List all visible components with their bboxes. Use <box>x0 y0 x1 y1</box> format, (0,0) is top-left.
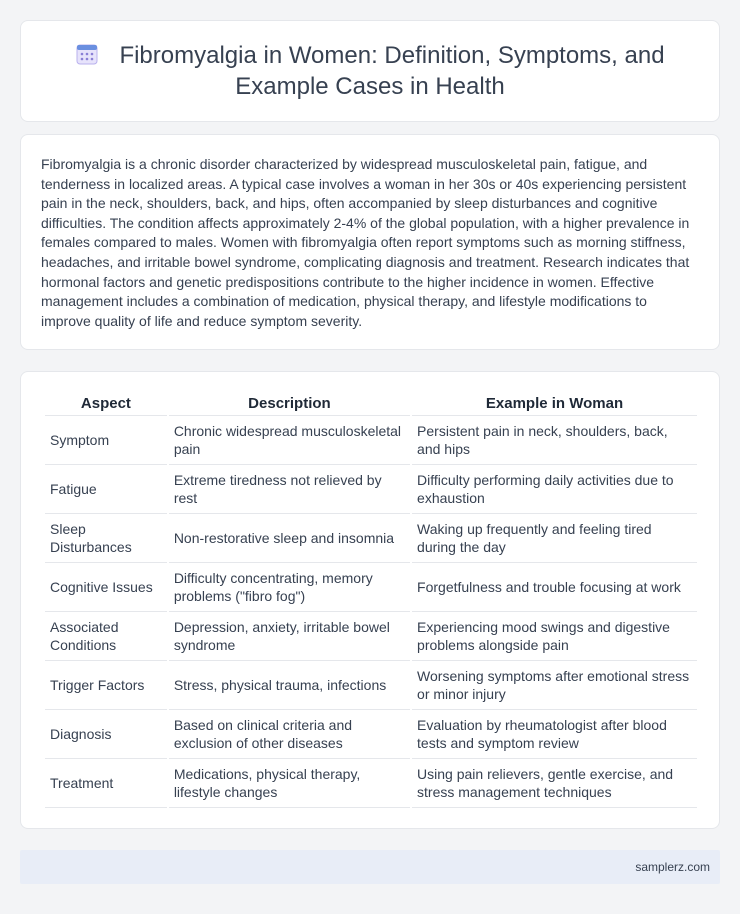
cell-aspect: Fatigue <box>45 465 167 514</box>
title-text: Fibromyalgia in Women: Definition, Symptoms, and Example Cases in Health <box>119 42 665 100</box>
aspects-table <box>43 392 699 808</box>
table-row <box>45 710 697 759</box>
intro-card <box>20 134 720 350</box>
cell-aspect: Diagnosis <box>45 710 167 759</box>
cell-aspect: Symptom <box>45 416 167 465</box>
page-title <box>61 40 679 102</box>
table-row <box>45 465 697 514</box>
footer-site-link[interactable]: samplerz.com <box>635 860 710 874</box>
cell-description: Depression, anxiety, irritable bowel syndrome <box>169 612 410 661</box>
cell-example: Worsening symptoms after emotional stress or minor injury <box>412 661 697 710</box>
cell-example: Experiencing mood swings and digestive problems alongside pain <box>412 612 697 661</box>
cell-example: Evaluation by rheumatologist after blood tests and symptom review <box>412 710 697 759</box>
cell-description: Chronic widespread musculoskeletal pain <box>169 416 410 465</box>
footer <box>20 850 720 884</box>
table-card <box>20 371 720 829</box>
header-description: Description <box>169 392 410 416</box>
cell-example: Forgetfulness and trouble focusing at work <box>412 563 697 612</box>
table-row <box>45 416 697 465</box>
cell-description: Stress, physical trauma, infections <box>169 661 410 710</box>
table-row <box>45 759 697 808</box>
cell-aspect: Treatment <box>45 759 167 808</box>
calendar-icon <box>75 42 99 66</box>
cell-description: Difficulty concentrating, memory problems ("fibro fog") <box>169 563 410 612</box>
table-header-row <box>45 392 697 416</box>
cell-aspect: Associated Conditions <box>45 612 167 661</box>
cell-example: Using pain relievers, gentle exercise, and stress management techniques <box>412 759 697 808</box>
header-example: Example in Woman <box>412 392 697 416</box>
cell-aspect: Cognitive Issues <box>45 563 167 612</box>
intro-paragraph: Fibromyalgia is a chronic disorder characterized by widespread musculoskeletal pain, fatigue, and tenderness in localized areas. A typical case involves a woman in her 30s or 40s experiencing persistent pain in the neck, shoulders, back, and hips, often accompanied by sleep disturbances and cognitive difficulties. The condition affects approximately 2-4% of the global population, with a higher prevalence in females compared to males. Women with fibromyalgia often report symptoms such as morning stiffness, headaches, and irritable bowel syndrome, complicating diagnosis and treatment. Research indicates that hormonal factors and genetic predispositions contribute to the higher incidence in women. Effective management includes a combination of medication, physical therapy, and lifestyle modifications to improve quality of life and reduce symptom severity. <box>41 156 690 329</box>
cell-example: Persistent pain in neck, shoulders, back, and hips <box>412 416 697 465</box>
cell-example: Waking up frequently and feeling tired during the day <box>412 514 697 563</box>
cell-aspect: Trigger Factors <box>45 661 167 710</box>
cell-description: Extreme tiredness not relieved by rest <box>169 465 410 514</box>
cell-aspect: Sleep Disturbances <box>45 514 167 563</box>
cell-example: Difficulty performing daily activities due to exhaustion <box>412 465 697 514</box>
table-row <box>45 514 697 563</box>
table-row <box>45 563 697 612</box>
cell-description: Non-restorative sleep and insomnia <box>169 514 410 563</box>
title-card <box>20 20 720 122</box>
cell-description: Based on clinical criteria and exclusion of other diseases <box>169 710 410 759</box>
header-aspect: Aspect <box>45 392 167 416</box>
cell-description: Medications, physical therapy, lifestyle changes <box>169 759 410 808</box>
table-row <box>45 661 697 710</box>
table-row <box>45 612 697 661</box>
